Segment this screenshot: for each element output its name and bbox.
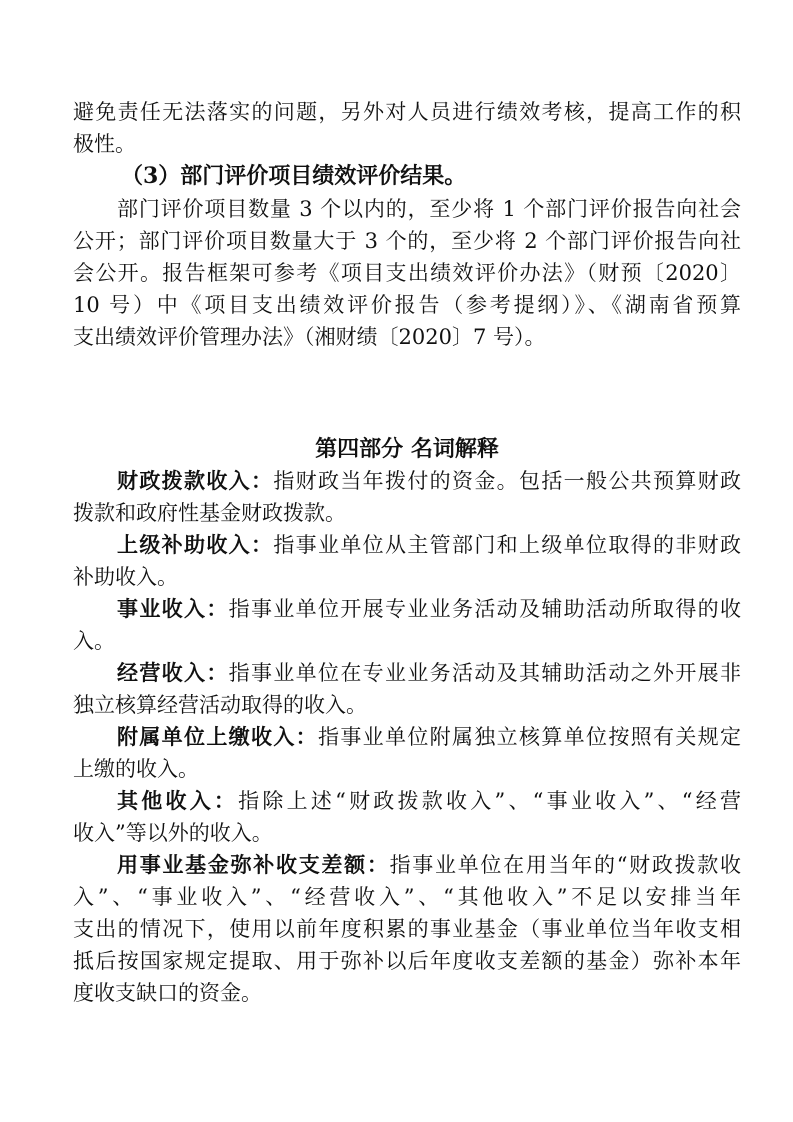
document-page [73,96,741,1009]
glossary-term: 事业收入： [117,596,229,621]
glossary-definition: 收入”等以外的收入。 [73,821,273,845]
text-line: 极性。 [73,132,136,156]
text-line: 支出绩效评价管理办法》（湘财绩〔2020〕7 号）。 [73,325,546,349]
text-line [73,785,741,817]
glossary-definition: 指除上述“财政拨款收入”、“事业收入”、“经营 [238,789,741,813]
glossary-term: 财政拨款收入： [117,468,274,493]
text-line [73,657,741,689]
glossary-term: 上级补助收入： [117,532,274,557]
glossary-entry [73,593,741,657]
glossary-entry [73,465,741,529]
text-line: 10 号）中《项目支出绩效评价报告（参考提纲）》、《湖南省预算 [73,293,741,317]
text-line [73,913,741,945]
glossary-definition: 指事业单位在用当年的“财政拨款收 [389,853,741,877]
subsection-paragraph [73,193,741,353]
text-line [73,977,741,1009]
text-line [73,849,741,881]
glossary-definition: 支出的情况下，使用以前年度积累的事业基金（事业单位当年收支相 [73,917,741,941]
glossary-term: 附属单位上缴收入： [117,724,318,749]
text-line [73,529,741,561]
glossary-definition: 补助收入。 [73,565,178,589]
glossary-definition: 指财政当年拨付的资金。包括一般公共预算财政 [273,469,741,493]
glossary-definition: 入”、“事业收入”、“经营收入”、“其他收入”不足以安排当年 [73,885,741,909]
glossary-definition: 度收支缺口的资金。 [73,981,262,1005]
glossary-entry [73,785,741,849]
text-line [73,593,741,625]
glossary-entry [73,721,741,785]
text-line: 部门评价项目数量 3 个以内的，至少将 1 个部门评价报告向社会 [117,197,741,221]
glossary-definition: 指事业单位在专业业务活动及其辅助活动之外开展非 [228,661,741,685]
glossary-term: 其他收入： [117,788,239,813]
glossary-entry [73,849,741,1009]
subsection-heading: （3）部门评价项目绩效评价结果。 [121,163,467,189]
intro-paragraph [73,96,741,160]
glossary-definition: 入。 [73,629,115,653]
text-line [73,689,741,721]
glossary-term: 经营收入： [117,660,229,685]
section-title: 第四部分 名词解释 [315,436,499,462]
text-line [73,753,741,785]
text-line [73,817,741,849]
glossary-term: 用事业基金弥补收支差额： [117,852,390,877]
glossary-definition: 独立核算经营活动取得的收入。 [73,693,367,717]
text-line [73,945,741,977]
glossary-definition: 抵后按国家规定提取、用于弥补以后年度收支差额的基金）弥补本年 [73,949,741,973]
glossary-definition: 指事业单位开展专业业务活动及辅助活动所取得的收 [228,597,741,621]
text-line [73,881,741,913]
glossary-definition: 拨款和政府性基金财政拨款。 [73,501,346,525]
glossary-definition: 指事业单位从主管部门和上级单位取得的非财政 [273,533,741,557]
text-line: 避免责任无法落实的问题，另外对人员进行绩效考核，提高工作的积 [73,100,741,124]
glossary-definition: 指事业单位附属独立核算单位按照有关规定 [318,725,741,749]
text-line [73,721,741,753]
glossary-list [73,465,741,1009]
text-line [73,561,741,593]
text-line [73,625,741,657]
text-line: 会公开。报告框架可参考《项目支出绩效评价办法》（财预〔2020〕 [73,261,741,285]
text-line [73,465,741,497]
glossary-definition: 上缴的收入。 [73,757,199,781]
text-line: 公开；部门评价项目数量大于 3 个的，至少将 2 个部门评价报告向社 [73,229,741,253]
glossary-entry [73,657,741,721]
glossary-entry [73,529,741,593]
text-line [73,497,741,529]
